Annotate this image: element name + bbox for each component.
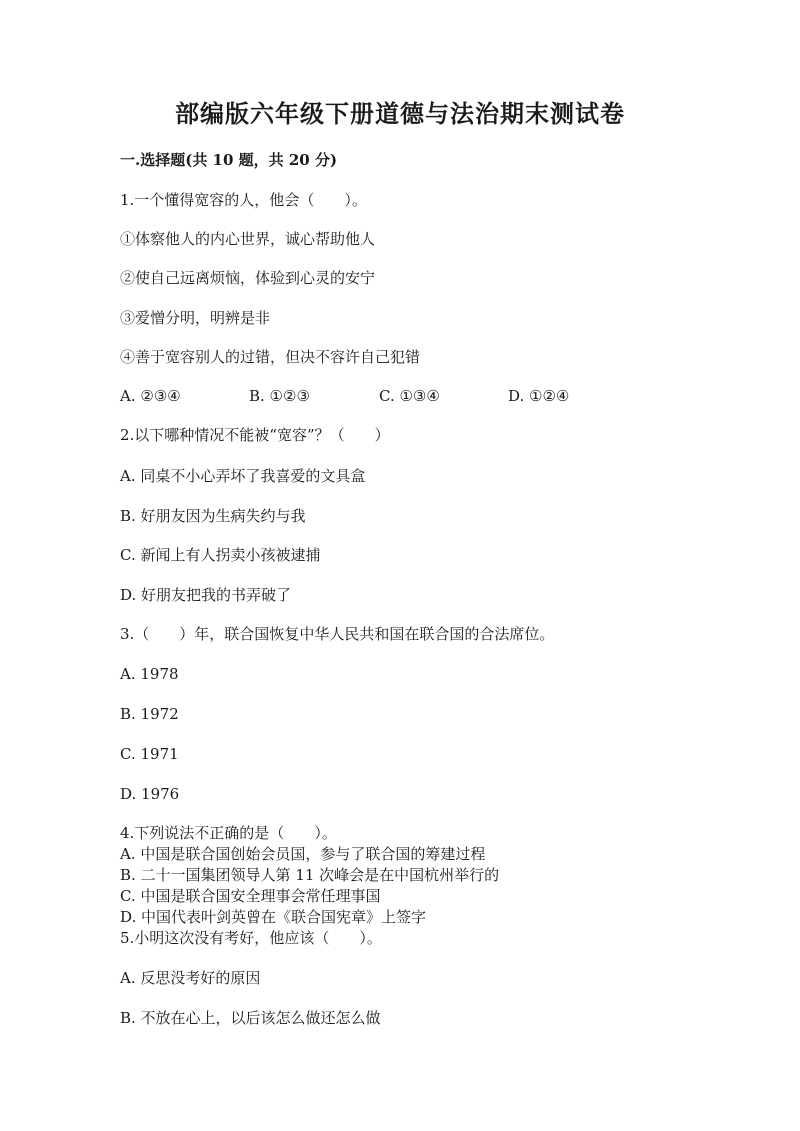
question-4-option-b: B. 二十一国集团领导人第 11 次峰会是在中国杭州举行的 — [120, 866, 500, 884]
question-1-option-a: A. ②③④ — [120, 387, 181, 405]
question-1-item-1: ①体察他人的内心世界，诚心帮助他人 — [120, 230, 376, 248]
question-5-option-a: A. 反思没考好的原因 — [120, 969, 261, 987]
question-4-option-d: D. 中国代表叶剑英曾在《联合国宪章》上签字 — [120, 908, 427, 926]
question-1-stem: 1.一个懂得宽容的人，他会（ ）。 — [120, 191, 367, 209]
question-2-option-a: A. 同桌不小心弄坏了我喜爱的文具盒 — [120, 467, 366, 485]
question-4-option-c: C. 中国是联合国安全理事会常任理事国 — [120, 887, 381, 905]
question-1-item-3: ③爱憎分明，明辨是非 — [120, 309, 271, 327]
question-5-option-b: B. 不放在心上，以后该怎么做还怎么做 — [120, 1009, 381, 1027]
question-1-option-b: B. ①②③ — [249, 387, 310, 405]
question-1-option-d: D. ①②④ — [508, 387, 570, 405]
section-heading: 一.选择题(共 10 题，共 20 分) — [120, 151, 338, 169]
question-2-option-d: D. 好朋友把我的书弄破了 — [120, 586, 292, 604]
question-3-option-c: C. 1971 — [120, 745, 179, 763]
question-1-option-c: C. ①③④ — [379, 387, 440, 405]
question-4-option-a: A. 中国是联合国创始会员国，参与了联合国的筹建过程 — [120, 845, 486, 863]
question-3-option-d: D. 1976 — [120, 785, 180, 803]
question-3-stem: 3.（ ）年，联合国恢复中华人民共和国在联合国的合法席位。 — [120, 625, 555, 643]
question-5-stem: 5.小明这次没有考好，他应该（ ）。 — [120, 929, 382, 947]
question-1-item-4: ④善于宽容别人的过错，但决不容许自己犯错 — [120, 348, 421, 366]
question-2-option-b: B. 好朋友因为生病失约与我 — [120, 507, 306, 525]
question-1-options — [120, 386, 720, 406]
page-title: 部编版六年级下册道德与法治期末测试卷 — [175, 99, 625, 128]
question-3-option-b: B. 1972 — [120, 705, 179, 723]
question-1-item-2: ②使自己远离烦恼，体验到心灵的安宁 — [120, 269, 376, 287]
question-4-stem: 4.下列说法不正确的是（ ）。 — [120, 824, 337, 842]
question-2-option-c: C. 新闻上有人拐卖小孩被逮捕 — [120, 546, 321, 564]
question-3-option-a: A. 1978 — [120, 665, 179, 683]
question-2-stem: 2.以下哪种情况不能被“宽容”？（ ） — [120, 426, 390, 444]
